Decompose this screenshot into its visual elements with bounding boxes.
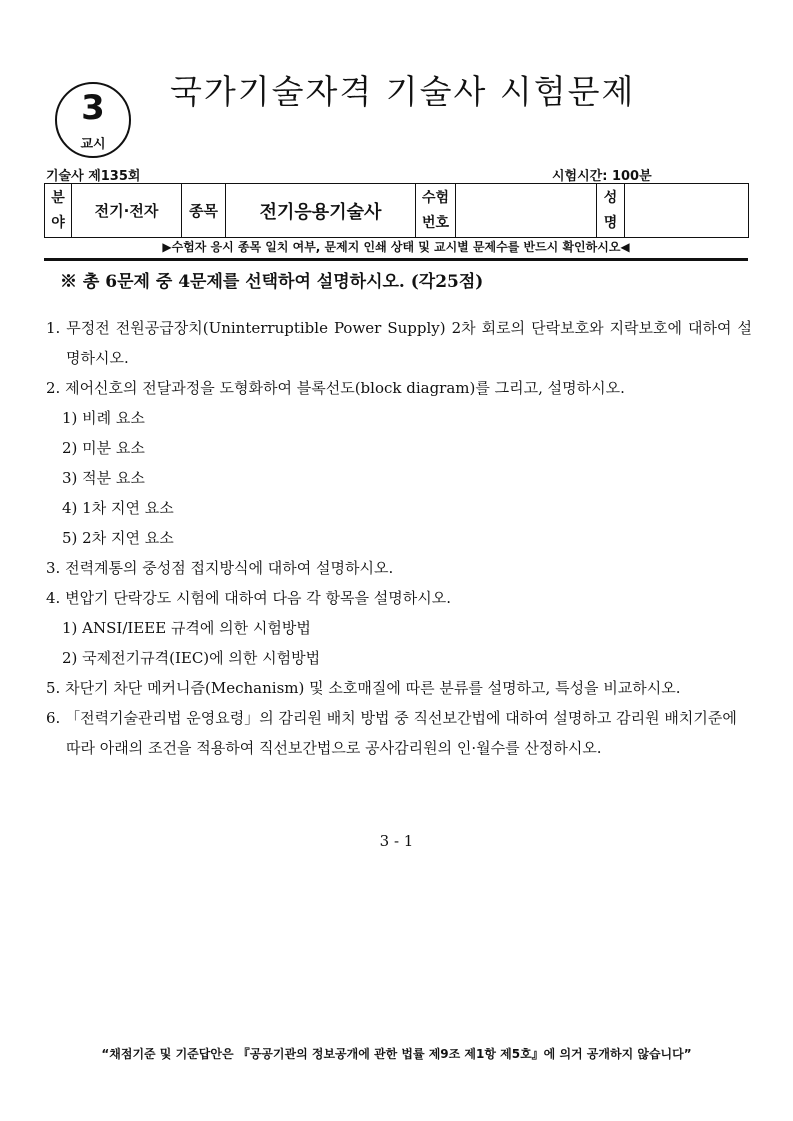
page-title: 국가기술자격 기술사 시험문제 xyxy=(170,72,636,111)
name-label: 성명 xyxy=(597,184,625,238)
question-1: 1. 무정전 전원공급장치(Uninterruptible Power Supply) 2차 회로의 단락보호와 지락보호에 대하여 설명하시오. xyxy=(46,319,752,367)
question-4-sub-2: 2) 국제전기규격(IEC)에 의한 시험방법 xyxy=(62,649,321,667)
session-number: 3 xyxy=(81,88,105,128)
name-field[interactable] xyxy=(625,184,749,238)
footer-note: “채점기준 및 기준답안은 『공공기관의 정보공개에 관한 법률 제9조 제1항 제5호』에 의거 공개하지 않습니다” xyxy=(101,1047,692,1061)
exam-info-table xyxy=(44,183,749,238)
exam-number-field[interactable] xyxy=(456,184,597,238)
question-list xyxy=(46,313,752,763)
notice-bar: ▶수험자 응시 종목 일치 여부, 문제지 인쇄 상태 및 교시별 문제수를 반드시 확인하시오◀ xyxy=(44,238,748,261)
page-number: 3 - 1 xyxy=(379,832,414,850)
question-2-sub-5: 5) 2차 지연 요소 xyxy=(62,529,174,547)
question-2: 2. 제어신호의 전달과정을 도형화하여 블록선도(block diagram)를 그리고, 설명하시오. xyxy=(46,379,625,397)
question-2-sub-3: 3) 적분 요소 xyxy=(62,469,145,487)
field-label: 분야 xyxy=(45,184,72,238)
exam-series: 기술사 제135회 xyxy=(46,169,141,184)
question-4: 4. 변압기 단락강도 시험에 대하여 다음 각 항목을 설명하시오. xyxy=(46,589,451,607)
instruction: ※ 총 6문제 중 4문제를 선택하여 설명하시오. (각25점) xyxy=(60,272,484,292)
category-value: 전기응용기술사 xyxy=(226,184,416,238)
session-badge xyxy=(55,82,131,158)
question-2-sub-2: 2) 미분 요소 xyxy=(62,439,145,457)
question-2-sub-4: 4) 1차 지연 요소 xyxy=(62,499,174,517)
question-4-sub-1: 1) ANSI/IEEE 규격에 의한 시험방법 xyxy=(62,619,311,637)
exam-duration: 시험시간: 100분 xyxy=(552,169,652,184)
exam-number-label: 수험번호 xyxy=(416,184,456,238)
question-5: 5. 차단기 차단 메커니즘(Mechanism) 및 소호매질에 따른 분류를 설명하고, 특성을 비교하시오. xyxy=(46,679,681,697)
question-3: 3. 전력계통의 중성점 접지방식에 대하여 설명하시오. xyxy=(46,559,394,577)
category-label: 종목 xyxy=(182,184,226,238)
question-2-sub-1: 1) 비례 요소 xyxy=(62,409,145,427)
field-value: 전기·전자 xyxy=(72,184,182,238)
session-label: 교시 xyxy=(80,137,106,152)
question-6: 6. 「전력기술관리법 운영요령」의 감리원 배치 방법 중 직선보간법에 대하여 설명하고 감리원 배치기준에 따라 아래의 조건을 적용하여 직선보간법으로 공사감리원의 인·월수를 산정하시오. xyxy=(46,709,737,757)
